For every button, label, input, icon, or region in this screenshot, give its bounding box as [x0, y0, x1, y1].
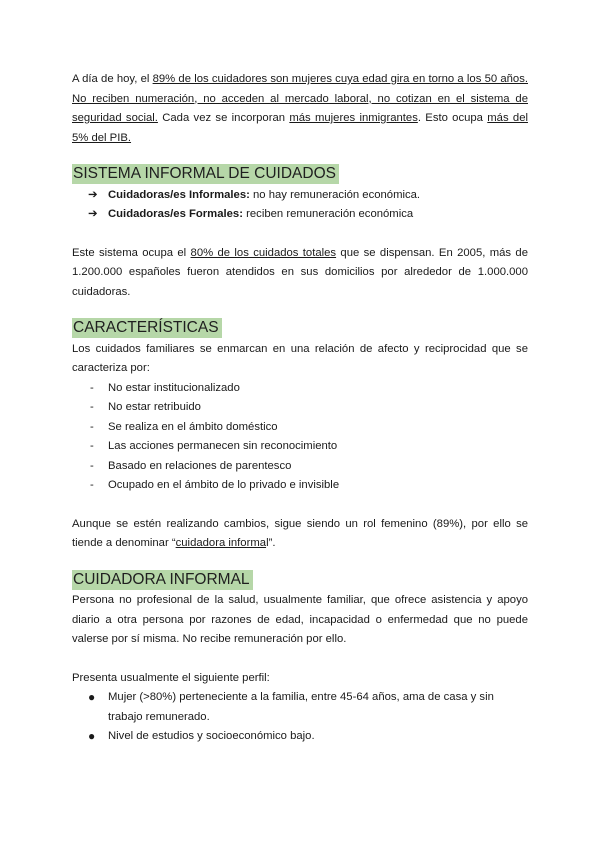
list-item-text: Mujer (>80%) perteneciente a la familia, entre 45-64 años, ama de casa y sin trabajo remunerado. — [108, 691, 494, 723]
document-body — [72, 70, 528, 747]
list-item-text: No estar institucionalizado — [108, 381, 240, 394]
intro-underlined-3: más del 5% del PIB. — [72, 112, 528, 144]
section-title-sistema: SISTEMA INFORMAL DE CUIDADOS — [72, 164, 339, 184]
list-item — [72, 688, 528, 727]
sistema-text-2: que se dispensan. En 2005, más de 1.200.000 españoles fueron atendidos en sus domicilios por alrededor de 1.000.000 cuidadoras. — [72, 246, 528, 298]
list-item — [72, 186, 528, 206]
sistema-paragraph — [72, 244, 528, 303]
list-item — [72, 379, 528, 399]
list-item — [72, 476, 528, 496]
sistema-text-1: Este sistema ocupa el — [72, 246, 191, 259]
section-title-cuidadora: CUIDADORA INFORMAL — [72, 570, 253, 590]
arrow-icon: ➔ — [88, 208, 98, 220]
profile-intro: Presenta usualmente el siguiente perfil: — [72, 671, 270, 684]
dash-list — [72, 379, 528, 496]
cuidadora-definition: Persona no profesional de la salud, usualmente familiar, que ofrece asistencia y apoyo diario a otra persona por razones de edad, incapacidad o enfermedad que no puede valerse por sí misma. No recibe remuneración por ello. — [72, 594, 528, 645]
intro-underlined-1: 89% de los cuidadores son mujeres cuya edad gira en torno a los 50 años. No reciben numeración, no acceden al mercado laboral, no cotizan en el sistema de seguridad social. — [72, 73, 528, 124]
dash-marker: - — [90, 440, 94, 452]
arrow-icon: ➔ — [88, 188, 98, 201]
definition-formales: reciben remuneración económica — [242, 208, 414, 220]
arrow-list — [72, 186, 528, 225]
intro-paragraph — [72, 70, 528, 148]
section-heading-cuidadora — [72, 570, 528, 592]
term-informales: Cuidadoras/es Informales: — [108, 188, 250, 201]
list-item — [72, 205, 528, 225]
list-item-text: No estar retribuido — [108, 401, 201, 413]
list-item-text: Ocupado en el ámbito de lo privado e invisible — [108, 479, 340, 491]
section-heading-caracteristicas — [72, 318, 528, 340]
intro-text-1: A día de hoy, el — [72, 73, 153, 85]
list-item — [72, 418, 528, 438]
closing-text-2: l”. — [266, 537, 276, 549]
bullet-list — [72, 688, 528, 747]
list-item-text: Se realiza en el ámbito doméstico — [108, 420, 278, 433]
dash-marker: - — [90, 479, 94, 491]
intro-underlined-2: más mujeres inmigrantes — [289, 112, 418, 124]
section-title-caracteristicas: CARACTERÍSTICAS — [72, 318, 222, 338]
closing-text-1: Aunque se estén realizando cambios, sigue siendo un rol femenino (89%), por ello se tiende a denominar “ — [72, 517, 528, 549]
intro-text-3: . Esto ocupa — [417, 112, 488, 124]
list-item — [72, 457, 528, 477]
term-formales: Cuidadoras/es Formales: — [108, 208, 243, 220]
definition-informales: no hay remuneración económica. — [249, 188, 421, 201]
sistema-underlined: 80% de los cuidados totales — [190, 246, 337, 259]
bullet-marker: ● — [88, 729, 96, 743]
list-item — [72, 727, 528, 747]
list-item — [72, 398, 528, 418]
list-item-text: Nivel de estudios y socioeconómico bajo. — [108, 730, 315, 742]
caracteristicas-intro: Los cuidados familiares se enmarcan en una relación de afecto y reciprocidad que se caracteriza por: — [72, 342, 528, 374]
list-item-text: Basado en relaciones de parentesco — [108, 459, 292, 472]
list-item-text: Las acciones permanecen sin reconocimiento — [108, 440, 338, 452]
caracteristicas-closing — [72, 515, 528, 554]
dash-marker: - — [90, 420, 94, 433]
section-heading-sistema — [72, 164, 528, 186]
bullet-marker: ● — [88, 690, 96, 704]
intro-text-2: Cada vez se incorporan — [157, 112, 290, 124]
closing-underlined: cuidadora informa — [175, 537, 267, 549]
list-item — [72, 437, 528, 457]
dash-marker: - — [90, 401, 94, 413]
dash-marker: - — [90, 459, 94, 472]
dash-marker: - — [90, 381, 94, 394]
